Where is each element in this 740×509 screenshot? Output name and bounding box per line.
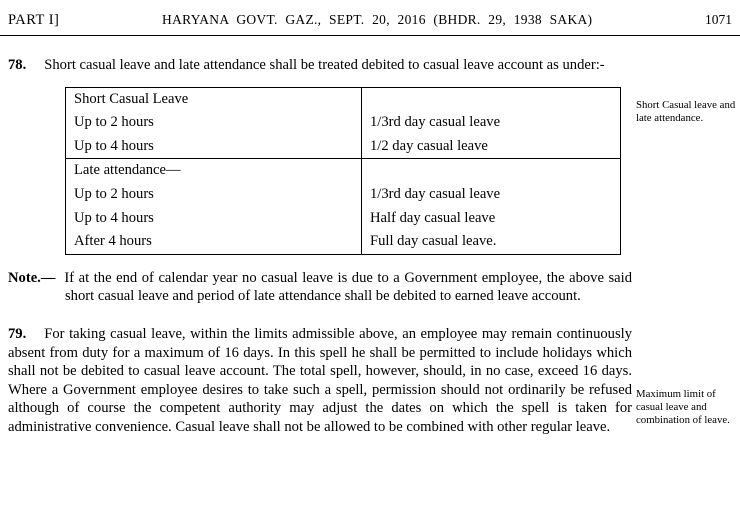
table-row — [66, 87, 621, 111]
table-row — [66, 183, 621, 207]
table-cell-empty — [362, 87, 621, 111]
late-attendance-group — [66, 159, 621, 254]
table-cell: Up to 2 hours — [66, 111, 362, 135]
header-part-label: PART I] — [8, 12, 60, 28]
page-header — [0, 0, 740, 36]
section-79-text: For taking casual leave, within the limits admissible above, an employee may remain continuously absent from duty for a maximum of 16 days. In this spell he shall be permitted to include holidays which shall not be debited to casual leave account. The total spell, however, should, in no case, exceed 16 days. Where a Government employee desires to take such a spell, permission should not ordinarily be refused although of course the competent authority may adjust the dates on which the spell is taken for administrative convenience. Casual leave shall not be allowed to be combined with other regular leave. — [8, 325, 632, 435]
table-row — [66, 111, 621, 135]
table-cell: 1/3rd day casual leave — [370, 114, 501, 131]
table-row — [66, 230, 621, 254]
table-row — [66, 207, 621, 231]
table-row — [66, 159, 621, 183]
section-78-text: Short casual leave and late attendance shall be treated debited to casual leave account as under:- — [44, 57, 605, 73]
table-cell-group2-header: Late attendance— — [66, 159, 362, 183]
header-title: HARYANA GOVT. GAZ., SEPT. 20, 2016 (BHDR. 29, 1938 SAKA) — [162, 12, 593, 27]
margin-note-section-79: Maximum limit of casual leave and combination of leave. — [636, 388, 730, 426]
table-row — [66, 135, 621, 159]
section-79-paragraph — [8, 325, 632, 437]
table-cell: 1/3rd day casual leave — [370, 185, 501, 202]
table-cell: Up to 2 hours — [66, 183, 362, 207]
table-cell: 1/2 day casual leave — [370, 137, 488, 154]
main-text-column — [8, 56, 632, 437]
table-cell: After 4 hours — [66, 230, 362, 254]
table-cell: Up to 4 hours — [66, 207, 362, 231]
table-cell: Full day casual leave. — [370, 233, 497, 250]
section-78-number: 78. — [8, 57, 27, 73]
margin-note-section-78: Short Casual leave and late attendance. — [636, 99, 736, 124]
table-cell: Up to 4 hours — [66, 135, 362, 159]
header-page-number: 1071 — [705, 12, 732, 27]
note-text: If at the end of calendar year no casual leave is due to a Government employee, the above said short casual leave and period of late attendance shall be debited to earned leave account. — [64, 269, 632, 305]
section-79-number: 79. — [8, 325, 27, 342]
note-label: Note.— — [8, 269, 56, 286]
section-78-note — [8, 269, 632, 306]
section-78-paragraph — [8, 56, 632, 75]
table-cell: Half day casual leave — [370, 209, 496, 226]
short-casual-leave-group — [66, 87, 621, 159]
table-cell-group1-header: Short Casual Leave — [66, 87, 362, 111]
margin-notes-column — [636, 36, 738, 437]
casual-leave-table — [65, 87, 621, 255]
page-content — [0, 36, 740, 437]
table-cell-empty — [362, 159, 621, 183]
